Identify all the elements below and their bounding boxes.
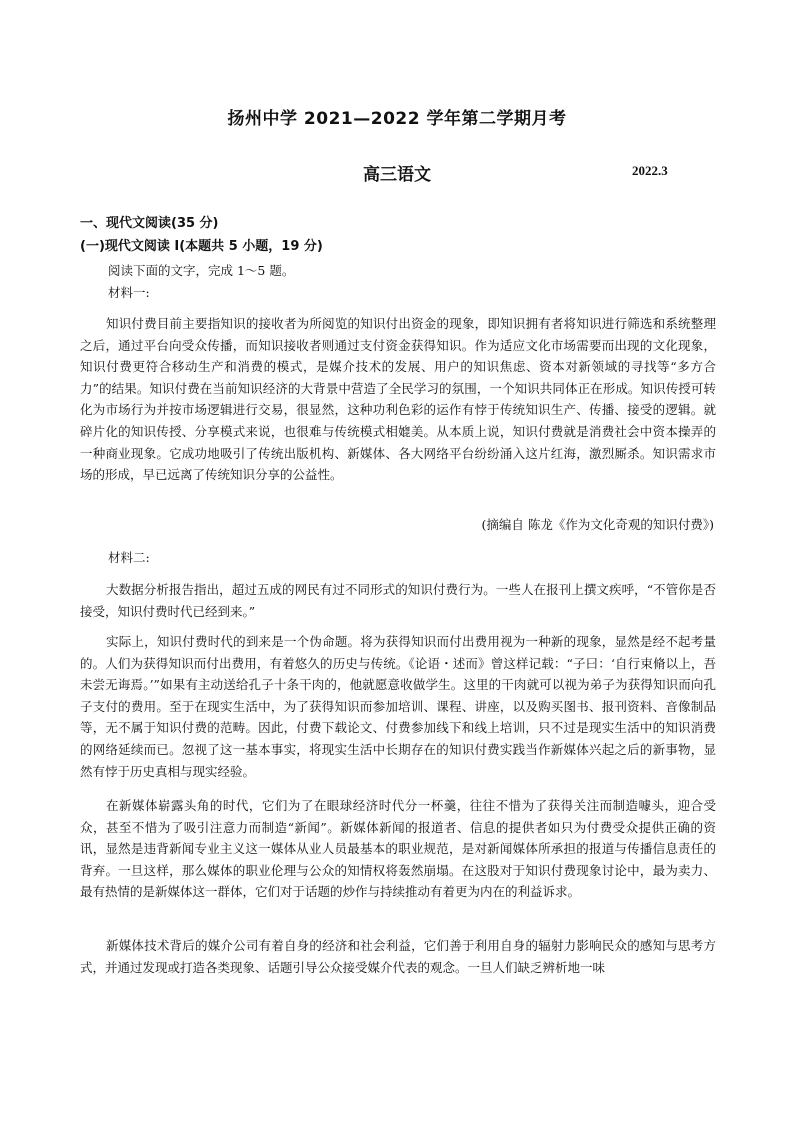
material-two-label: 材料二: <box>108 550 150 565</box>
exam-title: 扬州中学 2021—2022 学年第二学期月考 <box>227 109 567 129</box>
material-one-paragraph: 知识付费目前主要指知识的接收者为所阅览的知识付出资金的现象，即知识拥有者将知识进行筛选和系统整理之后，通过平台向受众传播，而知识接收者则通过支付资金获得知识。作为适应文化市场需要而出现的文化现象，知识付费更符合移动生产和消费的模式，是媒介技术的发展、用户的知识焦虑、资本对新领域的寻找等“多方合力”的结果。知识付费在当前知识经济的大背景中营造了全民学习的氛围，一个知识共同体正在形成。知识传授可转化为市场行为并按市场逻辑进行交易，很显然，这种功利色彩的运作有悖于传统知识生产、传播、接受的逻辑。就碎片化的知识传授、分享模式来说，也很难与传统模式相媲美。从本质上说，知识付费就是消费社会中资本操弄的一种商业现象。它成功地吸引了传统出版机构、新媒体、各大网络平台纷纷涌入这片红海，激烈厮杀。知识需求市场的形成，早已远离了传统知识分享的公益性。 <box>80 316 716 483</box>
section-heading: 一、现代文阅读(35 分) <box>80 216 219 231</box>
material-two-paragraph-1: 大数据分析报告指出，超过五成的网民有过不同形式的知识付费行为。一些人在报刊上撰文疾呼，“不管你是否接受，知识付费时代已经到来。” <box>80 582 716 619</box>
exam-date: 2022.3 <box>632 163 668 178</box>
material-two-paragraph-3: 在新媒体崭露头角的时代，它们为了在眼球经济时代分一杯羹，往往不惜为了获得关注而制造噱头，迎合受众，甚至不惜为了吸引注意力而制造“新闻”。新媒体新闻的报道者、信息的提供者如只为付费受众提供正确的资讯，显然是违背新闻专业主义这一媒体从业人员最基本的职业规范，是对新闻媒体所承担的报道与传播信息责任的背弃。一旦这样，那么媒体的职业伦理与公众的知情权将轰然崩塌。在这股对于知识付费现象讨论中，最为卖力、最有热情的是新媒体这一群体，它们对于话题的炒作与持续推动有着更为内在的利益诉求。 <box>80 798 716 900</box>
exam-subject: 高三语文 <box>363 165 431 185</box>
material-one-label: 材料一: <box>108 285 150 300</box>
material-two-paragraph-4: 新媒体技术背后的媒介公司有着自身的经济和社会利益，它们善于利用自身的辐射力影响民众的感知与思考方式，并通过发现或打造各类现象、话题引导公众接受媒介代表的观念。一旦人们缺乏辨析地一味 <box>80 938 716 975</box>
material-one-source: (摘编自 陈龙《作为文化奇观的知识付费》) <box>481 517 714 532</box>
section-subheading: (一)现代文阅读 I(本题共 5 小题，19 分) <box>80 239 323 254</box>
material-two-paragraph-2: 实际上，知识付费时代的到来是一个伪命题。将为获得知识而付出费用视为一种新的现象，显然是经不起考量的。人们为获得知识而付出费用，有着悠久的历史与传统。《论语・述而》曾这样记载：“子曰：‘自行束脩以上，吾未尝无诲焉。’”如果有主动送给孔子十条干肉的，他就愿意收做学生。这里的干肉就可以视为弟子为获得知识而向孔子支付的费用。至于在现实生活中，为了获得知识而参加培训、课程、讲座，以及购买图书、报刊资料、音像制品等，无不属于知识付费的范畴。因此，付费下载论文、付费参加线下和线上培训，只不过是现实生活中的知识消费的网络延续而已。忽视了这一基本事实，将现实生活中长期存在的知识付费实践当作新媒体兴起之后的新事物，显然有悖于历史真相与现实经验。 <box>80 634 716 779</box>
instruction-text: 阅读下面的文字，完成 1～5 题。 <box>108 263 295 278</box>
